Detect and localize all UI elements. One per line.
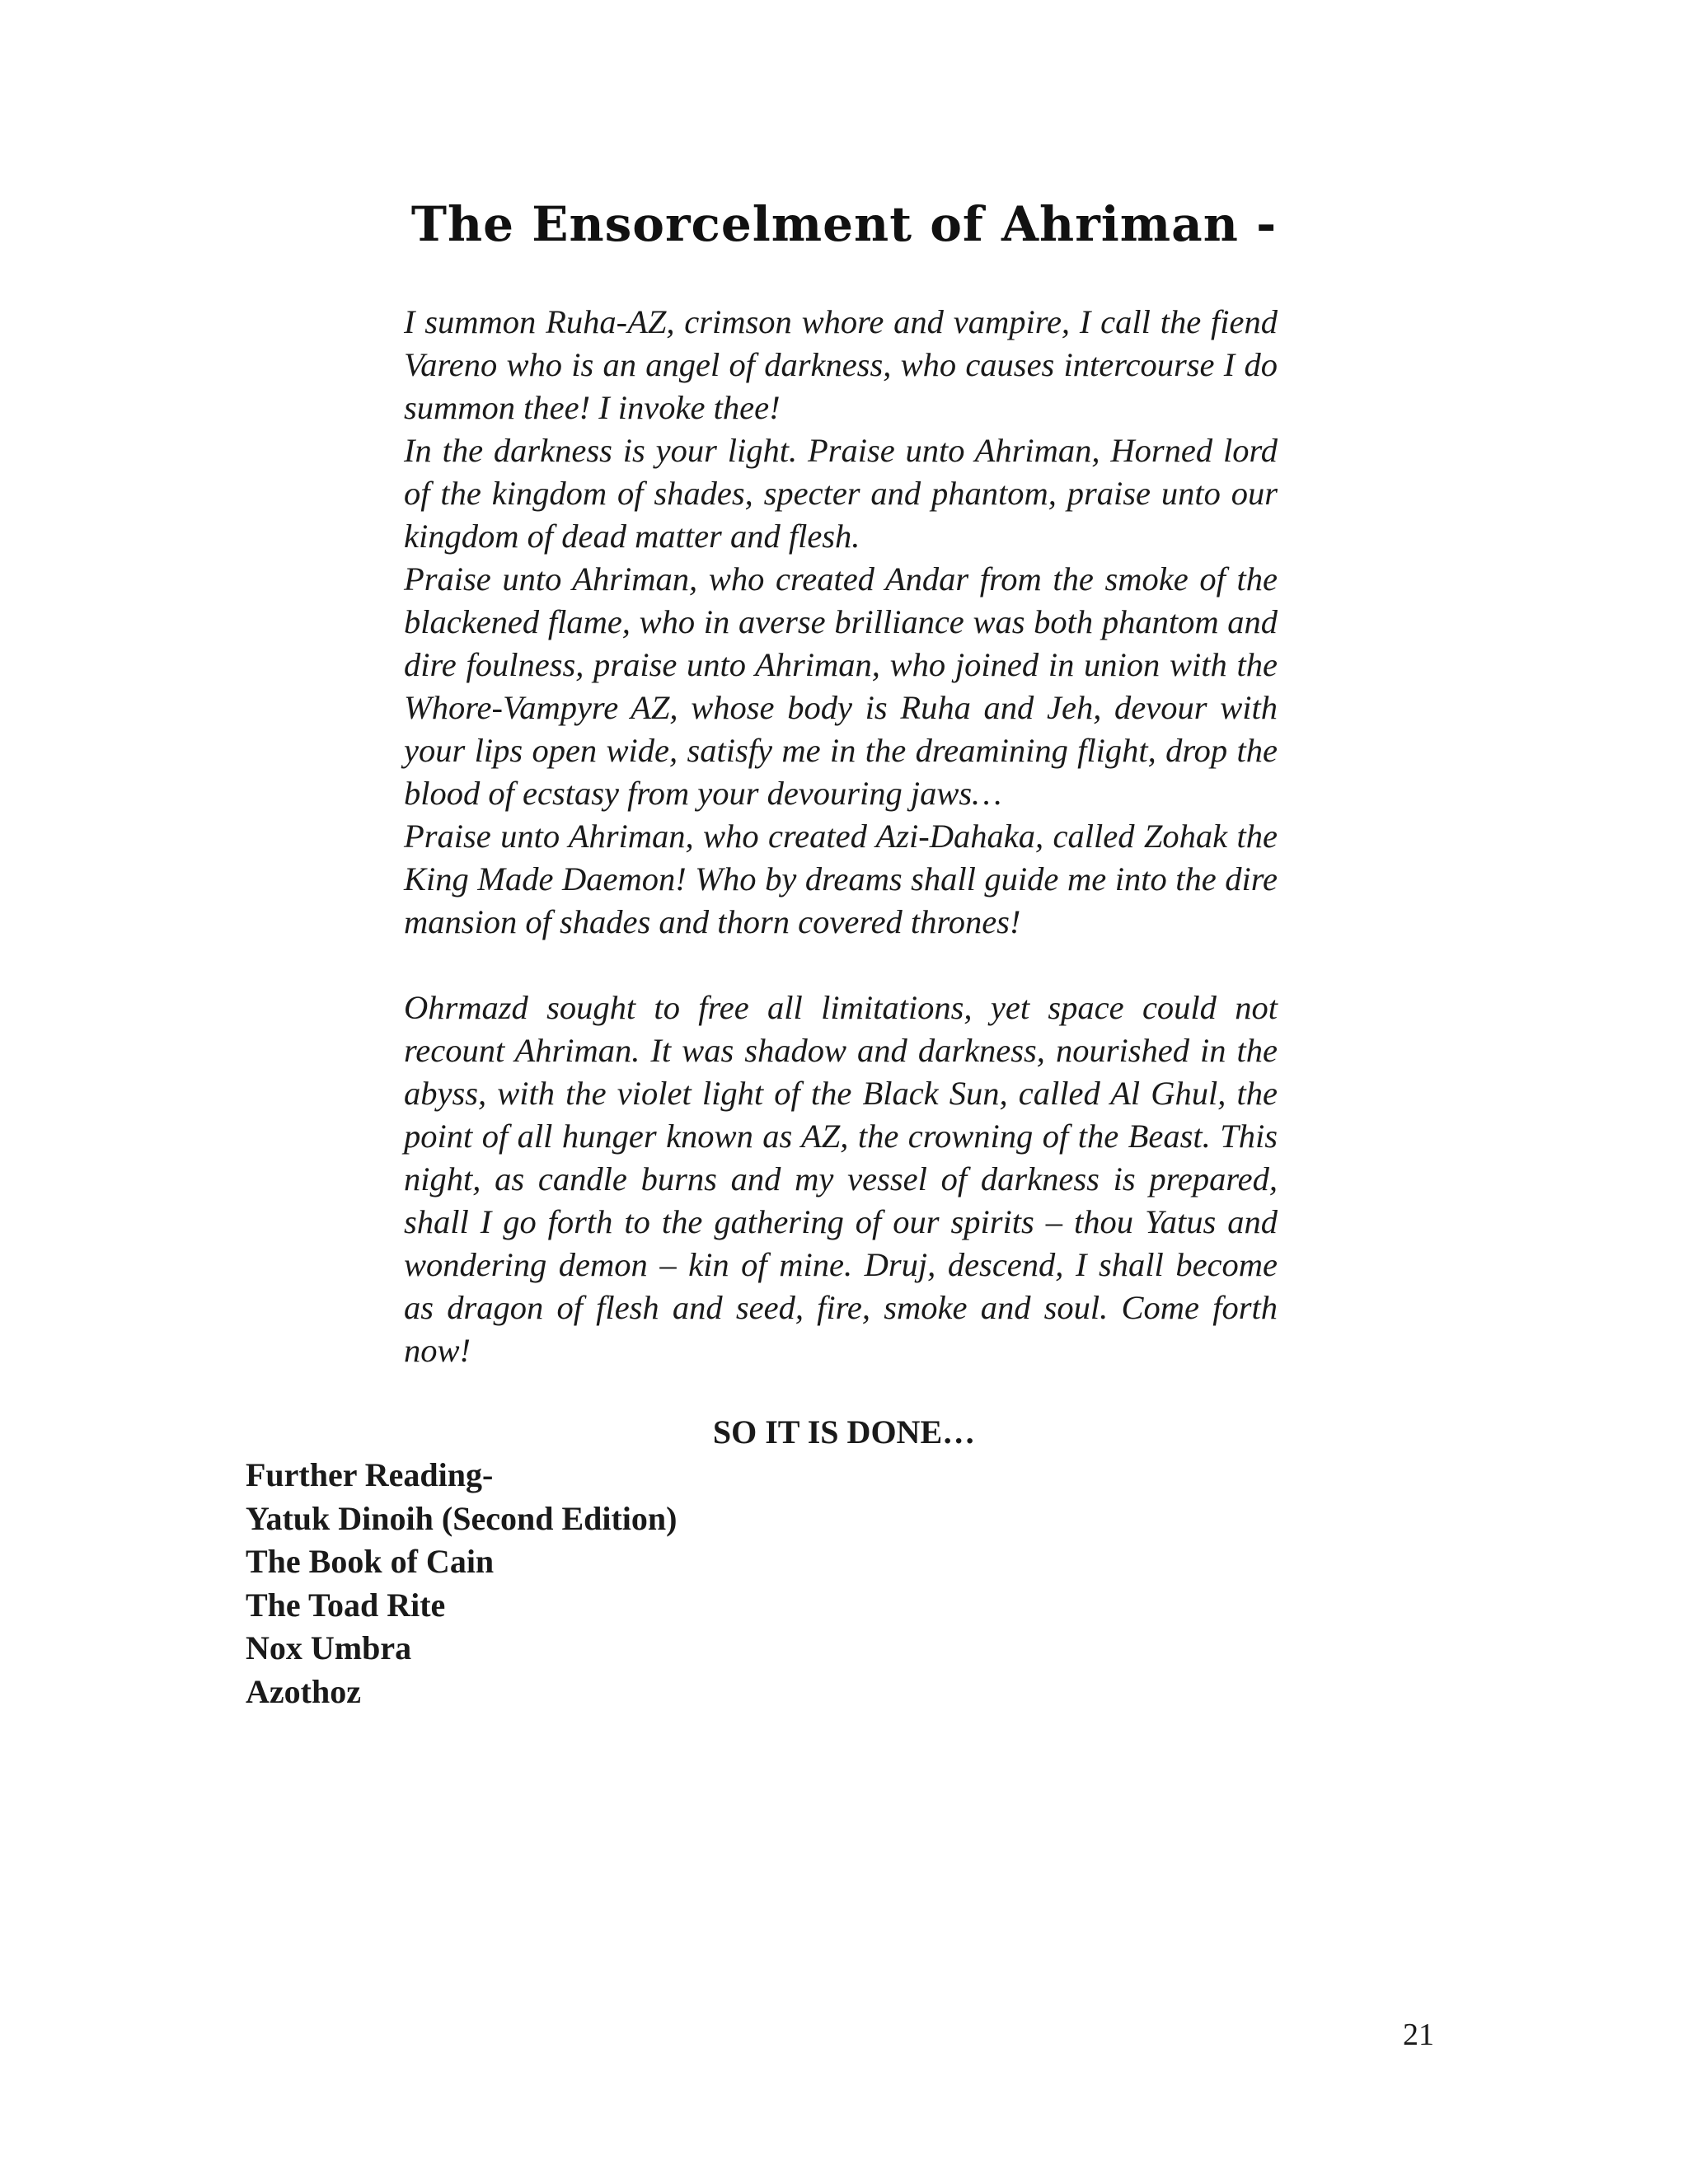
paragraph-spacer [404, 944, 1278, 987]
paragraph: Ohrmazd sought to free all limitations, yet space could not recount Ahriman. It was shadow and darkness, nourished in the abyss, with the violet light of the Black Sun, called Al Ghul, the point of all hunger known as AZ, the crowning of the Beast. This night, as candle burns and my vessel of darkness is prepared, shall I go forth to the gathering of our spirits – thou Yatus and wondering demon – kin of mine. Druj, descend, I shall become as dragon of flesh and seed, fire, smoke and soul. Come forth now! [404, 989, 1278, 1369]
reading-item: Azothoz [246, 1672, 361, 1710]
paragraph: I summon Ruha-AZ, crimson whore and vampire, I call the fiend Vareno who is an angel of darkness, who causes intercourse I do summon thee! I invoke thee! [404, 303, 1278, 426]
closing-line: SO IT IS DONE… [712, 1413, 976, 1451]
page-title: The Ensorcelment of Ahriman - [410, 196, 1278, 252]
further-reading-list [246, 1454, 677, 1713]
reading-item: Nox Umbra [246, 1629, 412, 1666]
invocation-text [404, 301, 1278, 1372]
paragraph: Praise unto Ahriman, who created Andar from the smoke of the blackened flame, who in averse brilliance was both phantom and dire foulness, praise unto Ahriman, who joined in union with the Whore-Vampyre AZ, whose body is Ruha and Jeh, devour with your lips open wide, satisfy me in the dreamining flight, drop the blood of ecstasy from your devouring jaws… [404, 560, 1278, 812]
further-reading-heading: Further Reading- [246, 1456, 494, 1493]
paragraph: In the darkness is your light. Praise unto Ahriman, Horned lord of the kingdom of shades, specter and phantom, praise unto our kingdom of dead matter and flesh. [404, 432, 1278, 555]
paragraph: Praise unto Ahriman, who created Azi-Dahaka, called Zohak the King Made Daemon! Who by dreams shall guide me into the dire mansion of shades and thorn covered thrones! [404, 818, 1278, 940]
reading-item: The Book of Cain [246, 1543, 495, 1580]
reading-item: Yatuk Dinoih (Second Edition) [246, 1499, 678, 1537]
reading-item: The Toad Rite [246, 1586, 446, 1624]
page-number: 21 [1403, 2018, 1434, 2052]
